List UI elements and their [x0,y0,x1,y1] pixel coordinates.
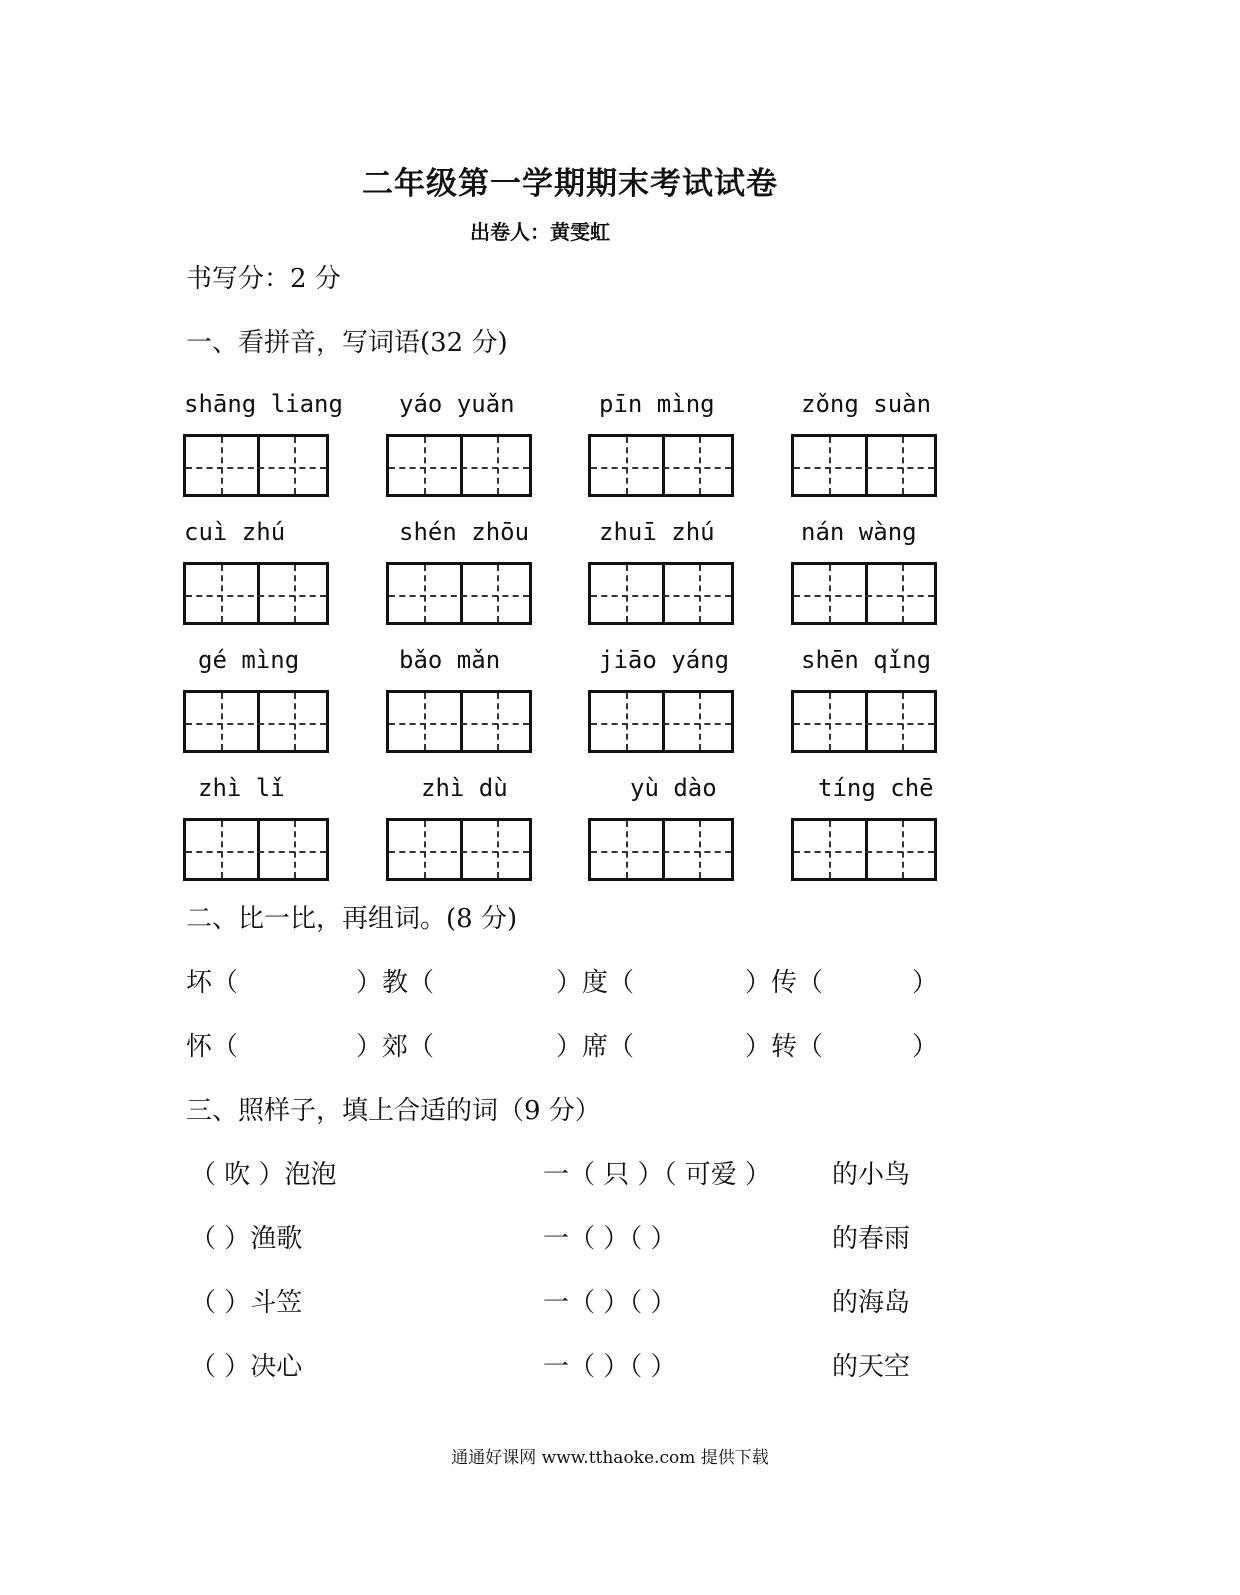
writing-box[interactable] [588,434,734,497]
fill-right: 的海岛 [832,1288,911,1318]
fill-left: （ ）渔歌 [190,1224,303,1254]
pinyin-label: bǎo mǎn [399,646,501,674]
writing-box[interactable] [791,434,937,497]
fill-left: （ ）斗笠 [190,1288,303,1318]
author-line: 出卷人：黄雯虹 [470,220,610,244]
footer: 通通好课网 www.tthaoke.com 提供下载 [451,1448,769,1468]
writing-box[interactable] [183,562,329,625]
page-title: 二年级第一学期期末考试试卷 [362,166,778,202]
section1-heading: 一、看拼音，写词语(32 分) [186,328,508,358]
compare-char: 怀（ [186,1032,239,1062]
fill-mid: 一（ ）（ ） [543,1224,677,1254]
writing-box[interactable] [791,562,937,625]
fill-left: （ 吹 ）泡泡 [190,1160,337,1190]
compare-char: ）传（ [745,968,824,998]
writing-box[interactable] [183,818,329,881]
pinyin-label: shēn qǐng [801,646,932,674]
fill-mid: 一（ ）（ ） [543,1288,677,1318]
fill-right: 的小鸟 [832,1160,911,1190]
compare-char: ）席（ [556,1032,635,1062]
writing-box[interactable] [791,818,937,881]
writing-box[interactable] [386,818,532,881]
fill-right: 的春雨 [832,1224,911,1254]
writing-box[interactable] [386,562,532,625]
writing-score: 书写分：2 分 [186,264,341,294]
pinyin-label: nán wàng [801,518,917,546]
pinyin-label: yù dào [630,774,717,802]
pinyin-label: cuì zhú [184,518,286,546]
pinyin-label: jiāo yáng [599,646,730,674]
pinyin-label: shén zhōu [399,518,530,546]
compare-char: ）教（ [356,968,435,998]
writing-box[interactable] [588,818,734,881]
compare-char: ） [912,968,939,998]
pinyin-label: zhì lǐ [198,774,285,802]
pinyin-label: gé mìng [198,646,300,674]
pinyin-label: pīn mìng [599,390,715,418]
pinyin-label: tíng chē [818,774,934,802]
pinyin-label: shāng liang [184,390,343,418]
compare-char: ）郊（ [356,1032,435,1062]
compare-char: ） [912,1032,939,1062]
writing-box[interactable] [588,562,734,625]
writing-box[interactable] [386,434,532,497]
pinyin-label: zhì dù [421,774,508,802]
section3-heading: 三、照样子，填上合适的词（9 分） [186,1096,601,1126]
writing-box[interactable] [588,690,734,753]
compare-char: 坏（ [186,968,239,998]
compare-char: ）度（ [556,968,635,998]
section2-heading: 二、比一比，再组词。(8 分) [186,904,518,934]
writing-box[interactable] [791,690,937,753]
writing-box[interactable] [386,690,532,753]
writing-box[interactable] [183,690,329,753]
fill-mid: 一（ 只 ）（ 可爱 ） [543,1160,772,1190]
pinyin-label: zhuī zhú [599,518,715,546]
fill-left: （ ）决心 [190,1352,303,1382]
writing-box[interactable] [183,434,329,497]
compare-char: ）转（ [745,1032,824,1062]
pinyin-label: yáo yuǎn [399,390,515,418]
fill-mid: 一（ ）（ ） [543,1352,677,1382]
pinyin-label: zǒng suàn [801,390,932,418]
fill-right: 的天空 [832,1352,911,1382]
